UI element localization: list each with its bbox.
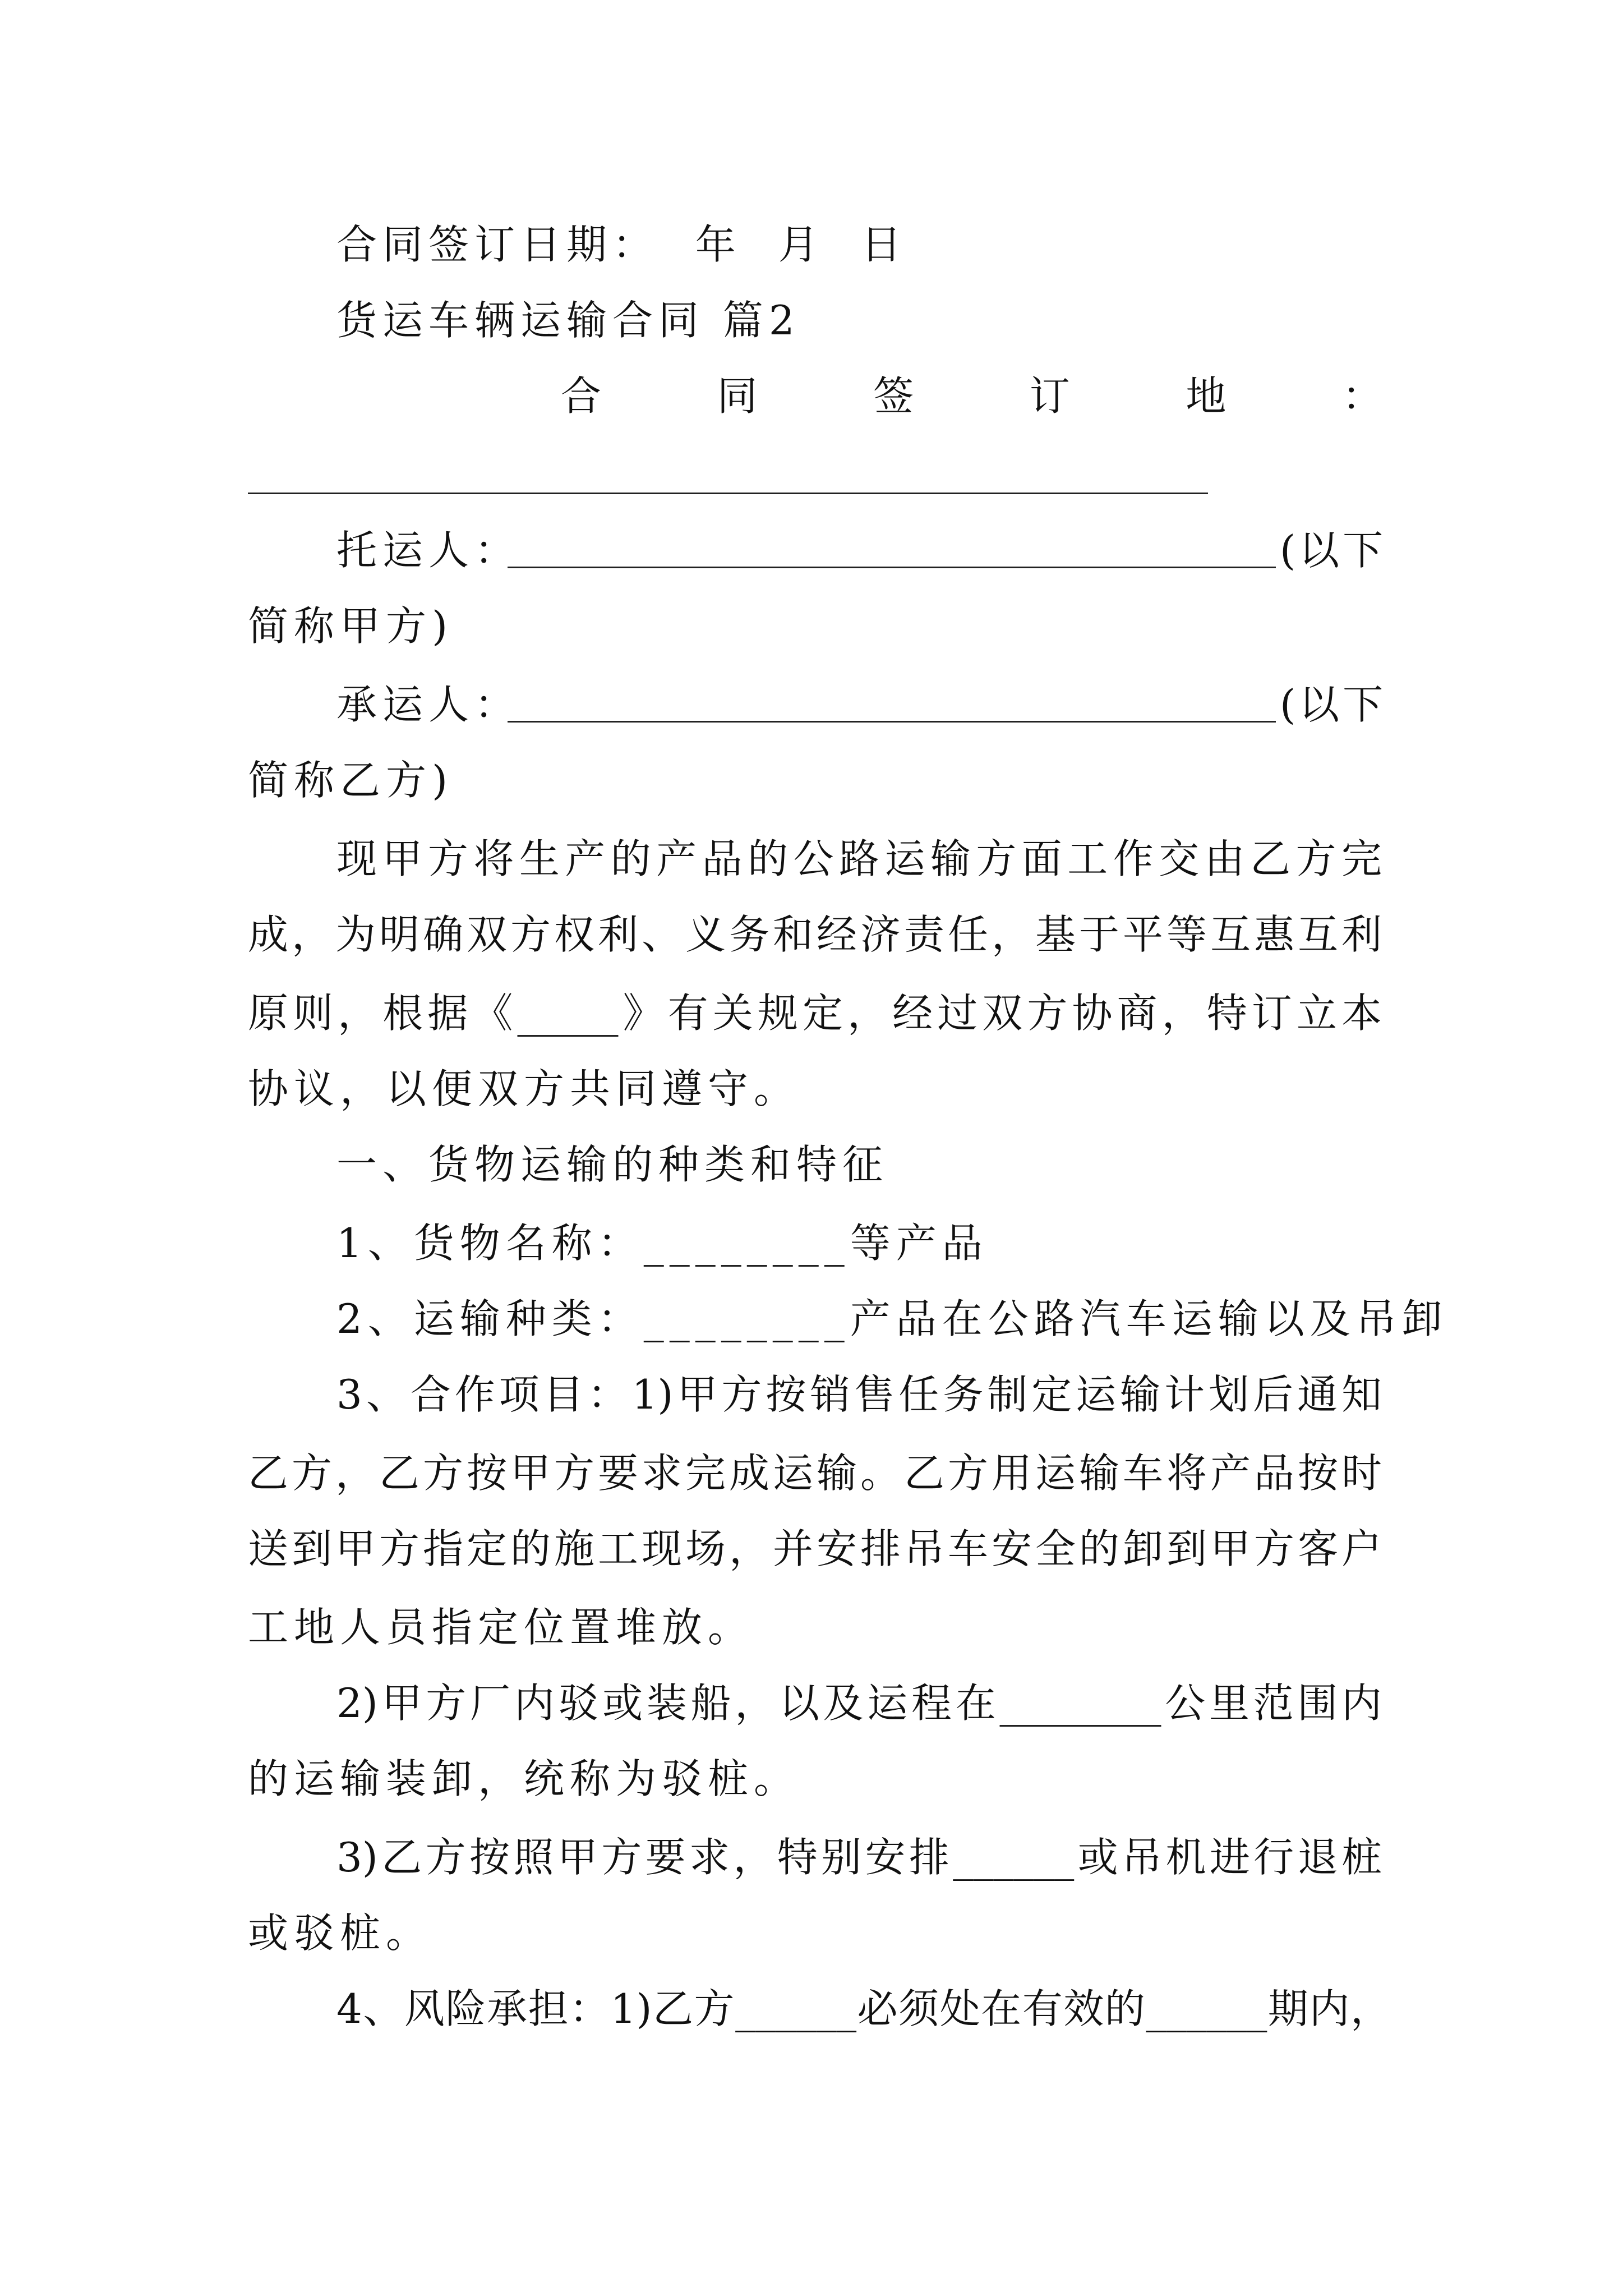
carrier-blank-rule [508,721,1276,723]
section-title: 货运车辆运输合同 篇2 [336,297,800,344]
sign-place-char: 同 [717,372,758,420]
item-3-line: 送到甲方指定的施工现场，并安排吊车安全的卸到甲方客户 [248,1525,1382,1572]
consignor-tail: (以下 [1280,527,1387,574]
item-4-risk: 4、风险承担：1)乙方______必须处在有效的______期内， [336,1985,1391,2032]
sign-place-char: 合 [561,372,602,420]
sign-place-heading [561,372,1382,420]
item-3-2-line: 2)甲方厂内驳或装船，以及运程在________公里范围内 [336,1680,1382,1727]
consignor-blank-rule [508,567,1276,568]
item-3-line: 工地人员指定位置堆放。 [248,1604,754,1651]
item-1-goods-name: 1、货物名称：________等产品 [336,1220,988,1267]
item-2-transport-type: 2、运输种类：________产品在公路汽车运输以及吊卸 [336,1295,1448,1342]
carrier-short-name: 简称乙方) [248,757,454,804]
item-3-line: 3、合作项目：1)甲方按销售任务制定运输计划后通知 [336,1371,1382,1418]
sign-place-char: 签 [873,372,914,420]
sign-place-char: ： [1341,372,1382,420]
item-3-3-line: 或驳桩。 [248,1910,432,1957]
sign-place-char: 订 [1029,372,1070,420]
sign-date-line: 合同签订日期： 年 月 日 [336,221,907,268]
consignor-label: 托运人： [336,527,521,574]
carrier-label: 承运人： [336,681,521,728]
sign-place-blank-rule [248,493,1208,494]
item-3-3-line: 3)乙方按照甲方要求，特别安排______或吊机进行退桩 [336,1834,1382,1881]
item-3-2-line: 的运输装卸，统称为驳桩。 [248,1755,800,1802]
intro-paragraph-line: 现甲方将生产的产品的公路运输方面工作交由乙方完 [336,835,1382,882]
consignor-short-name: 简称甲方) [248,602,454,650]
intro-paragraph-line: 原则，根据《_____》有关规定，经过双方协商，特订立本 [248,990,1382,1037]
intro-paragraph-line: 协议，以便双方共同遵守。 [248,1065,800,1112]
item-3-line: 乙方，乙方按甲方要求完成运输。乙方用运输车将产品按时 [248,1450,1382,1497]
carrier-tail: (以下 [1280,681,1387,728]
section-heading-1: 一、货物运输的种类和特征 [336,1141,889,1188]
intro-paragraph-line: 成，为明确双方权利、义务和经济责任，基于平等互惠互利 [248,911,1382,958]
sign-place-char: 地 [1186,372,1227,420]
